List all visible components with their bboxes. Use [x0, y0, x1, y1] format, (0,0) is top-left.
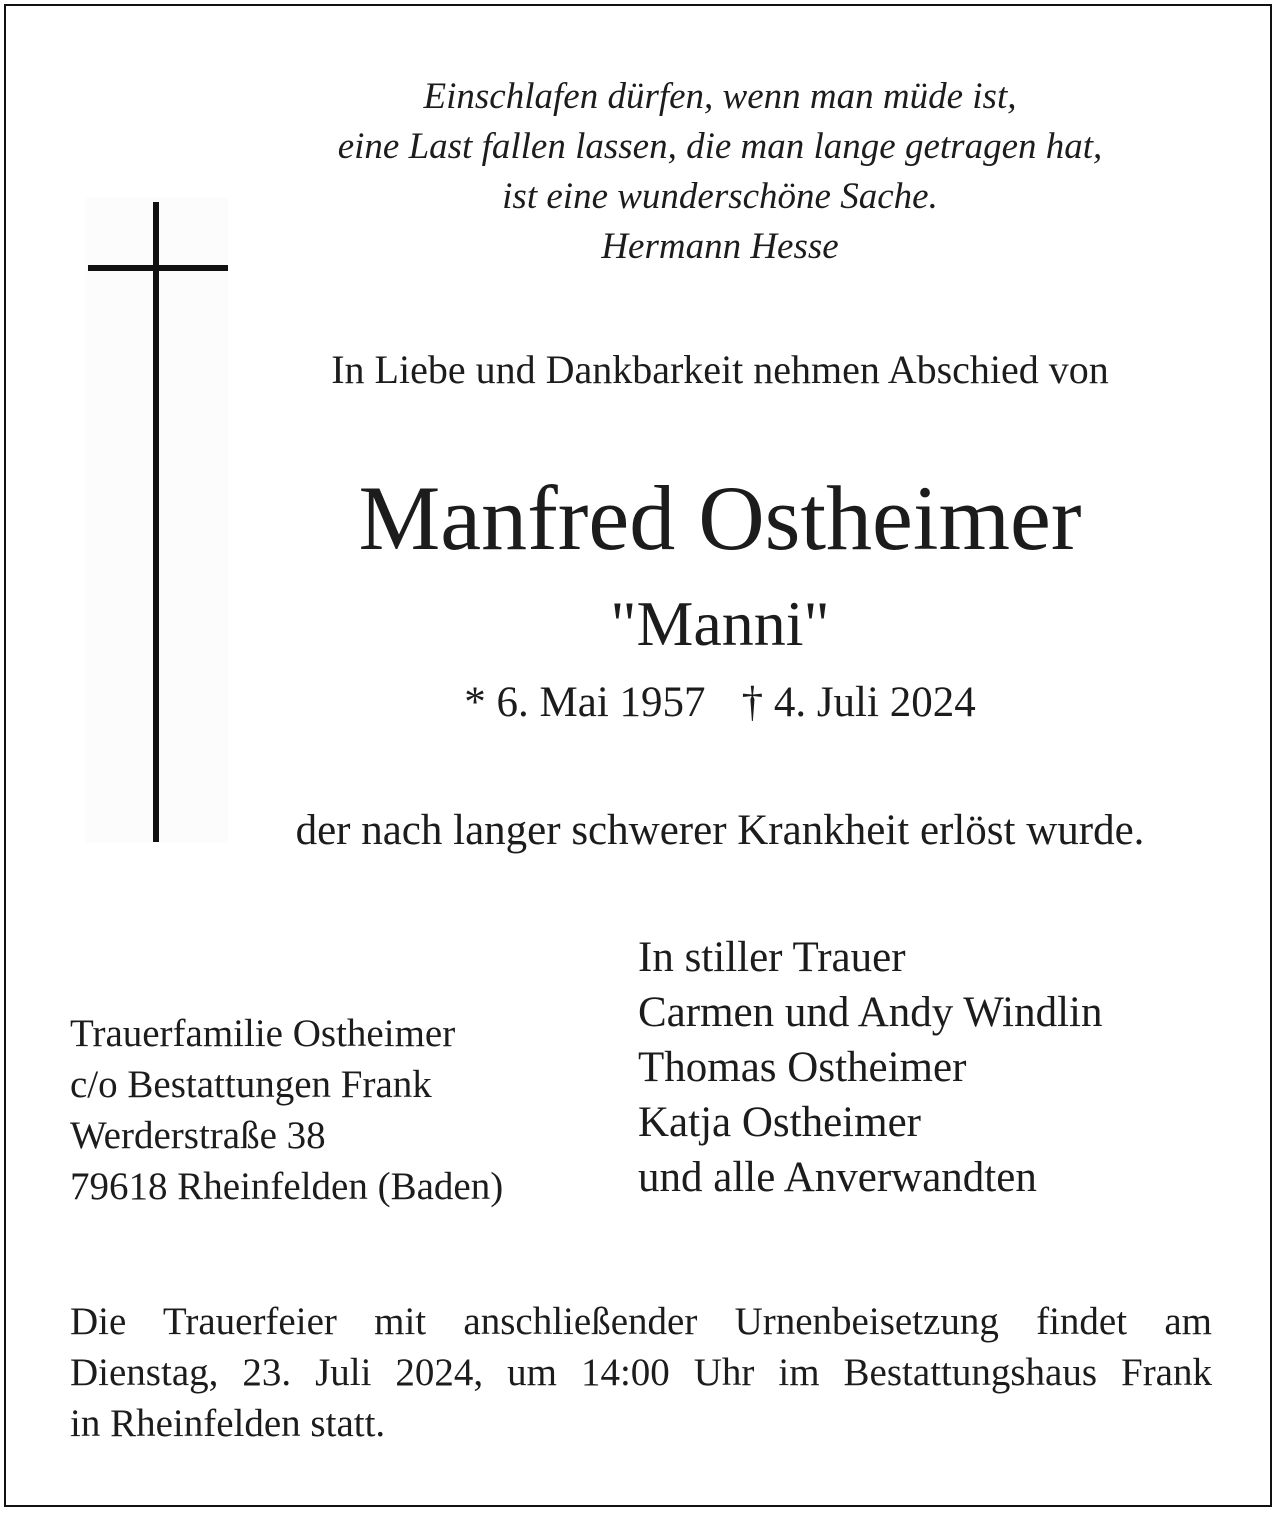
released-text: der nach langer schwerer Krankheit erlöst wurde.	[295, 807, 1145, 854]
mourners-block	[638, 930, 1102, 1205]
announcement-line: Dienstag, 23. Juli 2024, um 14:00 Uhr im Bestattungshaus Frank	[70, 1351, 1212, 1394]
mourner-name: Thomas Ostheimer	[638, 1044, 967, 1091]
birth-date: * 6. Mai 1957	[464, 679, 706, 726]
quote-line-3: ist eine wunderschöne Sache.	[502, 176, 938, 217]
cross-horizontal-bar	[88, 265, 228, 271]
mourner-name: Katja Ostheimer	[638, 1099, 921, 1146]
life-dates	[200, 676, 1240, 730]
address-line: c/o Bestattungen Frank	[70, 1063, 432, 1106]
quote-line-2: eine Last fallen lassen, die man lange getragen hat,	[337, 126, 1103, 167]
farewell-intro: In Liebe und Dankbarkeit nehmen Abschied von	[331, 347, 1109, 392]
address-line: 79618 Rheinfelden (Baden)	[70, 1165, 504, 1208]
address-line: Werderstraße 38	[70, 1114, 326, 1157]
contact-address	[70, 1008, 503, 1212]
death-date: † 4. Juli 2024	[741, 679, 976, 726]
funeral-announcement	[70, 1296, 1212, 1449]
quote-line-1: Einschlafen dürfen, wenn man müde ist,	[423, 76, 1017, 117]
cross-vertical-bar	[153, 202, 159, 842]
mourners-heading: In stiller Trauer	[638, 934, 906, 981]
address-line: Trauerfamilie Ostheimer	[70, 1012, 456, 1055]
mourner-name: und alle Anverwandten	[638, 1154, 1037, 1201]
deceased-name: Manfred Ostheimer	[358, 467, 1082, 569]
mourner-name: Carmen und Andy Windlin	[638, 989, 1103, 1036]
announcement-line: Die Trauerfeier mit anschließender Urnenbeisetzung findet am	[70, 1300, 1212, 1343]
deceased-nickname: "Manni"	[610, 588, 830, 659]
quote-author: Hermann Hesse	[601, 226, 839, 267]
announcement-line: in Rheinfelden statt.	[70, 1402, 386, 1445]
